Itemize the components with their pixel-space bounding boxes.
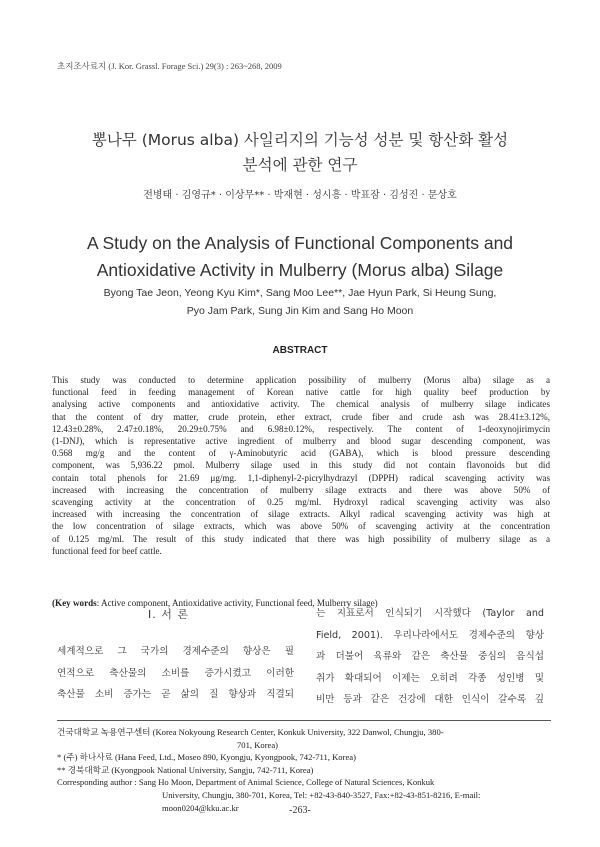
korean-title-line-1: 뽕나무 (Morus alba) 사일리지의 기능성 성분 및 항산화 활성 <box>91 131 509 149</box>
footnote-affiliation-1-cont: 701, Korea) <box>237 739 279 750</box>
english-authors-line-1: Byong Tae Jeon, Yeong Kyu Kim*, Sang Moo Lee**, Jae Hyun Park, Si Heung Sung, <box>103 287 497 299</box>
english-title-line-2: Antioxidative Activity in Mulberry (Morus alba) Silage <box>96 260 504 280</box>
intro-right-column <box>316 603 544 711</box>
abstract-line: (1-DNJ), which is representative active ingredient of mulberry and blood sugar descending component, was <box>52 436 550 447</box>
keywords-text: : Active component, Antioxidative activity, Functional feed, Mulberry silage) <box>96 598 378 608</box>
footnote-affiliation-3: ** 경북대학교 (Kyongpook National University, Sangju, 742-711, Korea) <box>57 764 314 775</box>
abstract-line: This study was conducted to determine application possibility of mulberry (Morus alba) silage as a <box>52 375 550 385</box>
footnote-affiliation-2: * (주) 하나사료 (Hana Feed, Ltd., Moseo 890, Kyongju, Kyongpook, 742-711, Korea) <box>57 752 356 763</box>
page-number: -263- <box>289 805 311 816</box>
abstract-line: 12.43±0.28%, 2.47±0.18%, 20.29±0.75% and 6.98±0.12%, respectively. The content of 1-deoxynojirimycin <box>52 423 550 434</box>
english-title-line-1: A Study on the Analysis of Functional Components and <box>86 233 514 253</box>
footnote-divider <box>57 720 551 721</box>
korean-title-line-2: 분석에 관한 연구 <box>242 156 358 174</box>
abstract-line: functional feed for beef cattle. <box>52 545 162 556</box>
korean-authors: 전병태 · 김영규* · 이상무** · 박재현 · 성시흥 · 박표잠 · 김성진 · 문상호 <box>143 190 457 201</box>
abstract-line: increased with increasing the concentration of silage extracts. Alkyl radical scavenging activity was high at <box>52 509 550 520</box>
journal-header: 초지조사료지 (J. Kor. Grassl. Forage Sci.) 29(3) : 263~268, 2009 <box>57 61 282 71</box>
abstract-line: 0.568 mg/g and the content of γ-Aminobutyric acid (GABA), which is blood pressure descending <box>52 448 550 459</box>
abstract-body <box>52 374 550 557</box>
intro-line: 축산물 소비 증가는 곧 삶의 질 향상과 직결되 <box>57 689 294 700</box>
intro-line: 비만 등과 같은 건강에 대한 인식이 갈수록 깊 <box>316 694 544 705</box>
intro-line: Field, 2001). 우리나라에서도 경제수준의 향상 <box>316 629 544 641</box>
section-heading-introduction: I. 서 론 <box>148 608 189 621</box>
abstract-line: the low concentration of silage extracts, which was above 50% of scavenging activity at the concentration <box>52 521 550 532</box>
abstract-line: increased with increasing the concentration of mulberry silage extracts and there was above 50% of <box>52 484 550 495</box>
abstract-line: contain total phenols for 21.69 μg/mg. 1,1-diphenyl-2-picrylhydrazyl (DPPH) radical scavenging activity was <box>52 472 550 483</box>
footnote-corresponding-author: Corresponding author : Sang Ho Moon, Department of Animal Science, College of Natural Sciences, Konkuk <box>57 777 435 788</box>
abstract-line: analysing active components and antioxidative activity. The chemical analysis of mulberry silage indicates <box>52 399 550 410</box>
intro-line: 취가 확대되어 이제는 오히려 각종 성인병 및 <box>316 672 544 684</box>
footnote-corresponding-author-cont-2: moon0204@kku.ac.kr <box>162 802 239 813</box>
abstract-heading: ABSTRACT <box>272 345 328 356</box>
keywords-label: (Key words <box>52 598 97 608</box>
abstract-line: scavenging activity at the concentration of 0.25 mg/ml. Hydroxyl radical scavenging activity was also <box>52 497 550 508</box>
intro-left-column <box>57 641 294 706</box>
abstract-line: component, was 5,936.22 pmol. Mulberry silage used in this study did not contain flavonoids but did <box>52 460 550 471</box>
footnotes <box>57 726 551 814</box>
abstract-line: that the content of dry matter, crude protein, ether extract, crude fiber and crude ash was 28.41±3.12%, <box>52 411 550 422</box>
intro-line: 세계적으로 그 국가의 경제수준의 향상은 필 <box>57 646 294 657</box>
intro-line: 과 더불어 육류와 같은 축산물 중심의 음식섭 <box>316 651 544 662</box>
abstract-line: functional feed in feeding management of Korean native cattle for high quality beef production by <box>52 387 550 398</box>
footnote-affiliation-1: 건국대학교 녹용연구센터 (Korea Nokyoung Research Center, Konkuk University, 322 Danwol, Chungju, 380- <box>57 727 444 737</box>
intro-line: 연적으로 축산물의 소비를 증가시켰고 이러한 <box>57 667 294 679</box>
english-authors-line-2: Pyo Jam Park, Sung Jin Kim and Sang Ho Moon <box>186 305 414 317</box>
intro-line: 는 지표로서 인식되기 시작했다 (Taylor and <box>316 608 544 619</box>
abstract-line: of 0.125 mg/ml. The result of this study indicated that there was high possibility of mulberry silage as a <box>52 533 550 544</box>
footnote-corresponding-author-cont-1: University, Chungju, 380-701, Korea, Tel: +82-43-840-3527, Fax:+82-43-851-8216, E-mail: <box>162 789 481 800</box>
